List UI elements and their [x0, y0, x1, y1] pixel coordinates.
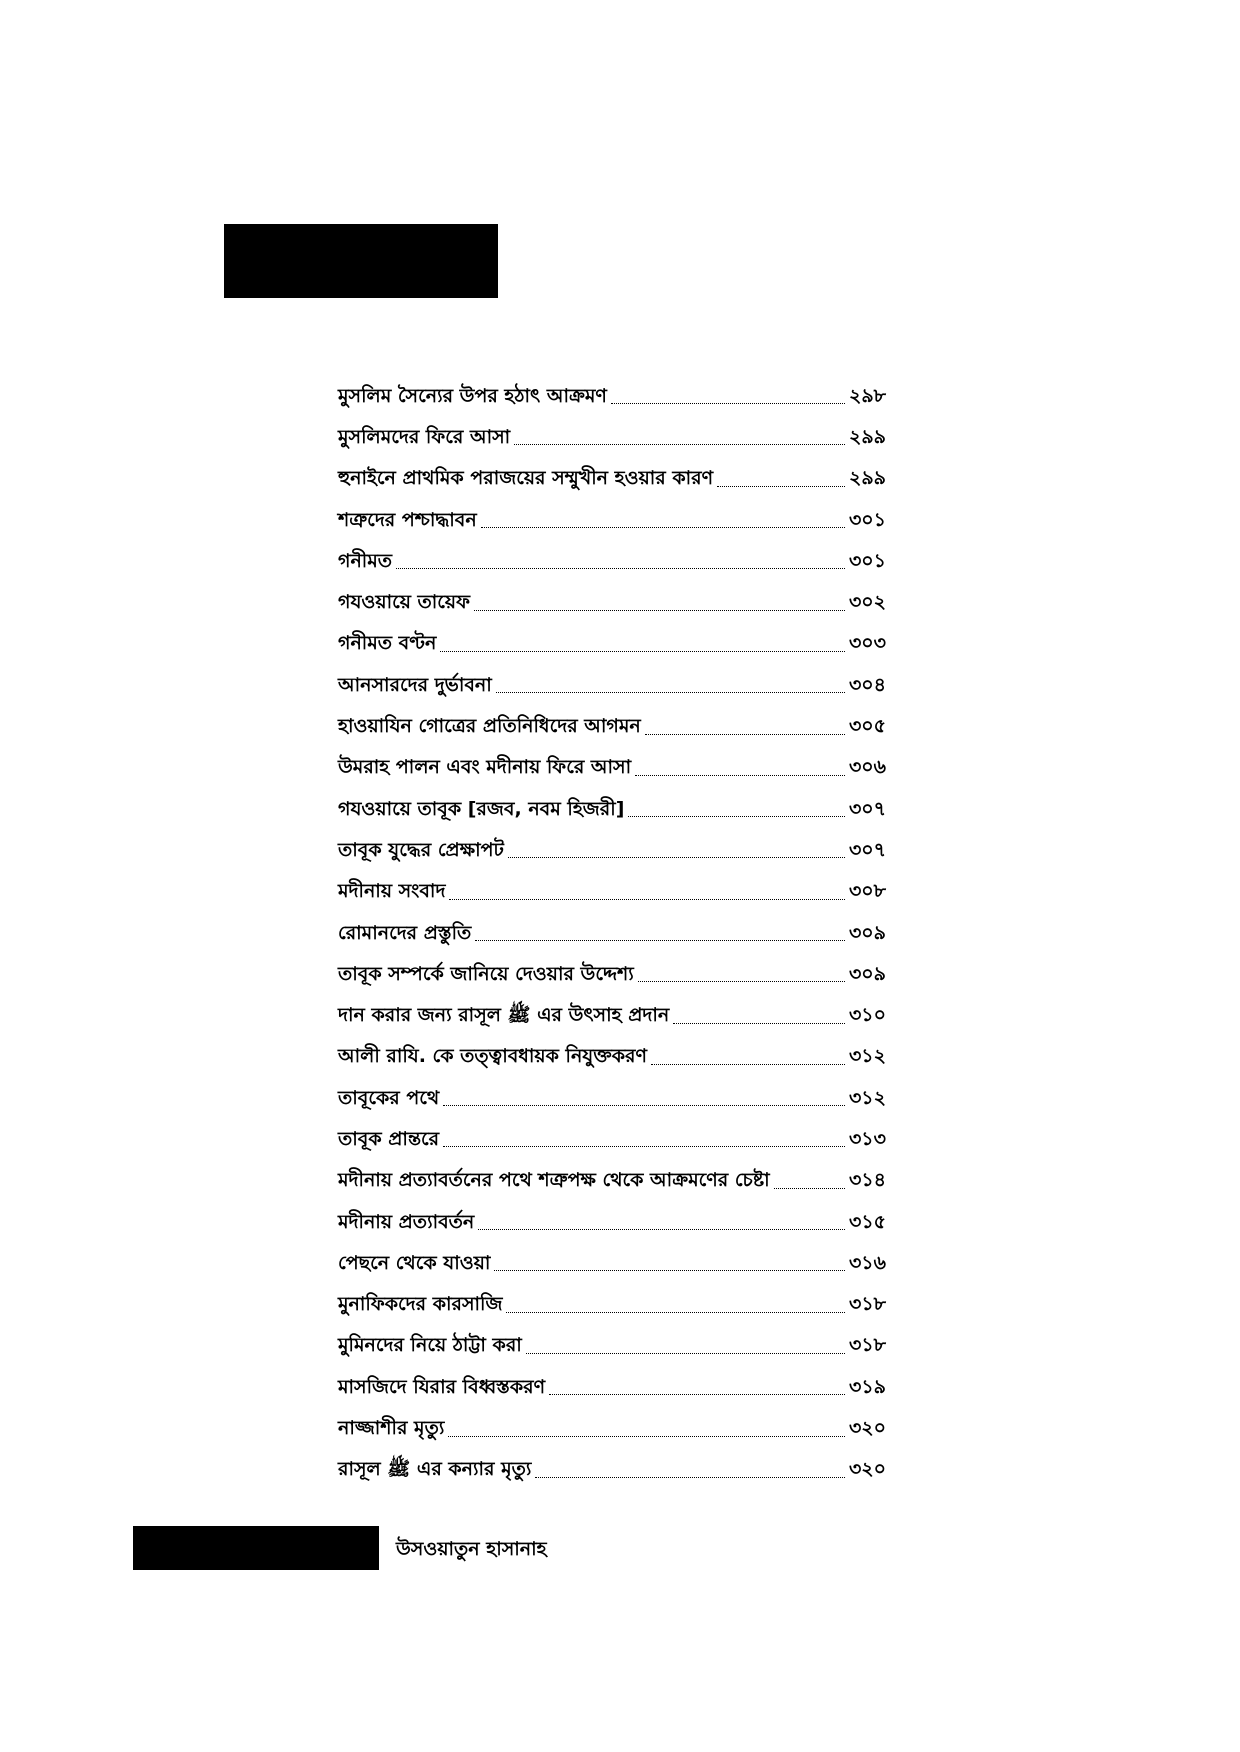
dot-leader: [478, 1229, 845, 1230]
dot-leader: [396, 568, 845, 569]
dot-leader: [645, 734, 845, 735]
toc-entry-page-number: ২৯৯: [848, 425, 886, 448]
toc-entry-page-number: ৩০৩: [848, 632, 886, 655]
toc-entry: [338, 996, 886, 1037]
toc-entry-page-number: ৩০২: [848, 591, 886, 614]
toc-entry-title: মাসজিদে যিরার বিধ্বস্তকরণ: [338, 1375, 546, 1398]
dot-leader: [481, 527, 845, 528]
dot-leader: [635, 775, 845, 776]
toc-entry-title: তাবূক সম্পর্কে জানিয়ে দেওয়ার উদ্দেশ্য: [338, 962, 634, 985]
toc-entry-title: রোমানদের প্রস্তুতি: [338, 921, 472, 944]
toc-entry-title: আলী রাযি. কে তত্ত্বাবধায়ক নিযুক্তকরণ: [338, 1045, 647, 1068]
toc-entry-page-number: ২৯৮: [848, 384, 886, 407]
toc-entry: [338, 1079, 886, 1120]
redacted-footer-block: [133, 1526, 379, 1570]
dot-leader: [494, 1270, 845, 1271]
dot-leader: [611, 403, 845, 404]
dot-leader: [638, 981, 845, 982]
toc-entry: [338, 1451, 886, 1492]
toc-entry-page-number: ৩০৫: [848, 715, 886, 738]
toc-entry: [338, 1409, 886, 1450]
toc-entry-page-number: ৩০৭: [848, 838, 886, 861]
toc-entry-title: গনীমত বণ্টন: [338, 632, 437, 655]
dot-leader: [628, 816, 845, 817]
toc-entry: [338, 501, 886, 542]
toc-entry-page-number: ৩১৯: [848, 1375, 886, 1398]
toc-entry-page-number: ৩১৮: [848, 1334, 886, 1357]
toc-entry: [338, 831, 886, 872]
toc-entry: [338, 625, 886, 666]
toc-entry-title: মুসলিমদের ফিরে আসা: [338, 425, 511, 448]
dot-leader: [508, 857, 845, 858]
toc-entry: [338, 542, 886, 583]
dot-leader: [549, 1394, 845, 1395]
toc-entry-page-number: ৩১৩: [848, 1127, 886, 1150]
toc-entry-page-number: ৩১৮: [848, 1293, 886, 1316]
toc-entry-page-number: ৩২০: [848, 1458, 886, 1481]
toc-entry-page-number: ৩২০: [848, 1417, 886, 1440]
toc-entry-title: তাবূকের পথে: [338, 1086, 440, 1109]
toc-entry: [338, 955, 886, 996]
dot-leader: [506, 1312, 845, 1313]
toc-entry-page-number: ৩১২: [848, 1045, 886, 1068]
toc-entry-title: হুনাইনে প্রাথমিক পরাজয়ের সম্মুখীন হওয়ার কারণ: [338, 467, 714, 490]
toc-entry: [338, 1203, 886, 1244]
dot-leader: [440, 651, 845, 652]
toc-entry-page-number: ২৯৯: [848, 467, 886, 490]
dot-leader: [673, 1023, 845, 1024]
toc-entry-title: তাবূক যুদ্ধের প্রেক্ষাপট: [338, 838, 504, 861]
toc-entry-title: গযওয়ায়ে তাবূক [রজব, নবম হিজরী]: [338, 797, 625, 820]
toc-entry-title: পেছনে থেকে যাওয়া: [338, 1251, 491, 1274]
toc-entry-title: তাবূক প্রান্তরে: [338, 1127, 440, 1150]
toc-entry-page-number: ৩০১: [848, 508, 886, 531]
toc-entry: [338, 583, 886, 624]
dot-leader: [651, 1064, 845, 1065]
toc-entry-title: মুনাফিকদের কারসাজি: [338, 1293, 503, 1316]
toc-entry-title: উমরাহ পালন এবং মদীনায় ফিরে আসা: [338, 756, 632, 779]
toc-entry-title: শত্রুদের পশ্চাদ্ধাবন: [338, 508, 477, 531]
toc-entry-page-number: ৩১৫: [848, 1210, 886, 1233]
redacted-header-block: [224, 224, 498, 298]
toc-entry-title: গযওয়ায়ে তায়েফ: [338, 591, 471, 614]
toc-entry-page-number: ৩১০: [848, 1004, 886, 1027]
toc-entry-page-number: ৩০৮: [848, 880, 886, 903]
toc-entry-title: হাওয়াযিন গোত্রের প্রতিনিধিদের আগমন: [338, 715, 641, 738]
toc-entry-page-number: ৩০১: [848, 549, 886, 572]
toc-entry: [338, 1327, 886, 1368]
toc-entry-title: রাসূল ﷺ এর কন্যার মৃত্যু: [338, 1458, 532, 1481]
toc-entry: [338, 1368, 886, 1409]
toc-entry-page-number: ৩১৬: [848, 1251, 886, 1274]
dot-leader: [535, 1477, 845, 1478]
dot-leader: [496, 692, 845, 693]
toc-entry-page-number: ৩১২: [848, 1086, 886, 1109]
toc-entry: [338, 790, 886, 831]
dot-leader: [717, 486, 845, 487]
toc-entry: [338, 666, 886, 707]
toc-entry-title: মদীনায় প্রত্যাবর্তন: [338, 1210, 475, 1233]
table-of-contents: [338, 377, 886, 1492]
toc-entry-page-number: ৩০৬: [848, 756, 886, 779]
toc-entry: [338, 460, 886, 501]
dot-leader: [475, 940, 845, 941]
toc-entry: [338, 914, 886, 955]
toc-entry: [338, 1120, 886, 1161]
dot-leader: [774, 1188, 845, 1189]
dot-leader: [443, 1146, 845, 1147]
toc-entry-title: মুমিনদের নিয়ে ঠাট্টা করা: [338, 1334, 522, 1357]
toc-entry-title: মুসলিম সৈন্যের উপর হঠাৎ আক্রমণ: [338, 384, 607, 407]
toc-entry: [338, 1244, 886, 1285]
footer-book-title: উসওয়াতুন হাসানাহ: [396, 1538, 547, 1560]
toc-entry: [338, 873, 886, 914]
toc-entry: [338, 1038, 886, 1079]
toc-entry-page-number: ৩০৭: [848, 797, 886, 820]
dot-leader: [526, 1353, 845, 1354]
dot-leader: [448, 1436, 845, 1437]
toc-entry-title: গনীমত: [338, 549, 393, 572]
dot-leader: [514, 444, 845, 445]
dot-leader: [474, 610, 845, 611]
toc-entry-title: দান করার জন্য রাসূল ﷺ এর উৎসাহ প্রদান: [338, 1004, 670, 1027]
toc-entry: [338, 707, 886, 748]
toc-entry-title: মদীনায় সংবাদ: [338, 880, 446, 903]
dot-leader: [449, 899, 845, 900]
toc-entry-page-number: ৩০৪: [848, 673, 886, 696]
toc-entry: [338, 1162, 886, 1203]
toc-entry: [338, 1286, 886, 1327]
toc-entry-title: মদীনায় প্রত্যাবর্তনের পথে শত্রুপক্ষ থেকে আক্রমণের চেষ্টা: [338, 1169, 770, 1192]
toc-entry-title: নাজ্জাশীর মৃত্যু: [338, 1417, 445, 1440]
toc-entry: [338, 377, 886, 418]
toc-entry: [338, 749, 886, 790]
toc-entry-page-number: ৩১৪: [848, 1169, 886, 1192]
toc-entry: [338, 418, 886, 459]
toc-entry-title: আনসারদের দুর্ভাবনা: [338, 673, 492, 696]
toc-entry-page-number: ৩০৯: [848, 962, 886, 985]
toc-entry-page-number: ৩০৯: [848, 921, 886, 944]
dot-leader: [443, 1105, 845, 1106]
